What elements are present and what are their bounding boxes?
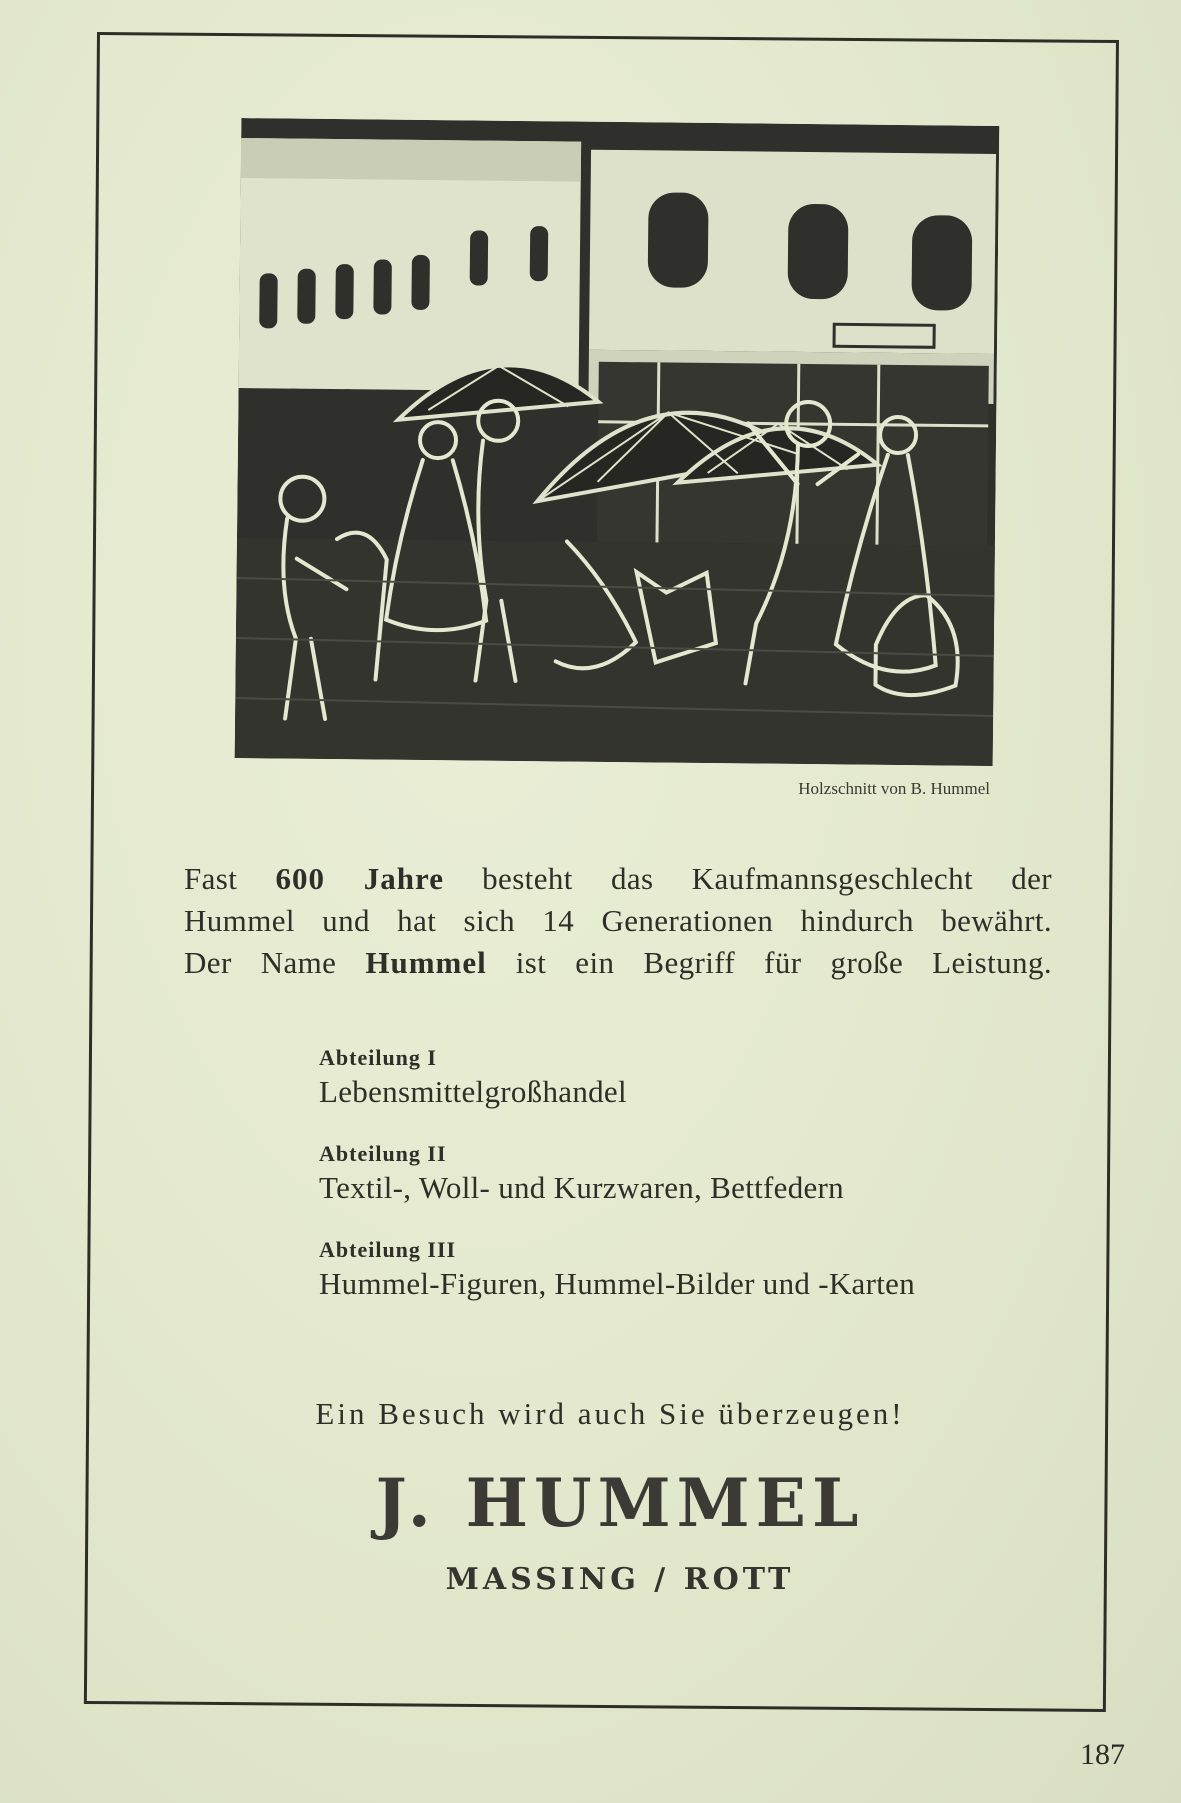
intro-text: Fast [184,861,276,896]
department-description: Textil-, Woll- und Kurzwaren, Bettfedern [319,1170,844,1205]
intro-paragraph [184,858,1052,984]
slogan: Ein Besuch wird auch Sie überzeugen! [315,1396,905,1431]
intro-text: besteht das Kaufmannsgeschlecht der [443,861,1052,896]
intro-line-2: Hummel und hat sich 14 Generationen hindurch bewährt. [184,903,1052,938]
woodcut-market-scene-image [235,118,1000,766]
department-title: Abteilung II [319,1141,447,1166]
intro-line-1 [184,858,1052,900]
department-3 [319,1236,1079,1304]
department-2 [319,1140,1079,1208]
department-description: Lebensmittelgroßhandel [319,1074,627,1109]
woodcut-caption: Holzschnitt von B. Hummel [798,779,990,798]
department-title: Abteilung III [319,1237,457,1262]
woodcut-illustration [235,118,1000,766]
brand-location: MASSING / ROTT [445,1562,795,1597]
intro-emphasis: Hummel [365,945,487,980]
page-number: 187 [1080,1738,1125,1771]
department-title: Abteilung I [319,1045,437,1070]
brand-name: J. HUMMEL [375,1464,865,1542]
department-1 [319,1044,1079,1112]
intro-line-3 [184,942,1052,984]
department-description: Hummel-Figuren, Hummel-Bilder und -Karten [319,1266,916,1301]
intro-text: Der Name [184,945,366,980]
intro-text: ist ein Begriff für große Leistung. [486,945,1053,980]
intro-emphasis: 600 Jahre [275,861,444,896]
